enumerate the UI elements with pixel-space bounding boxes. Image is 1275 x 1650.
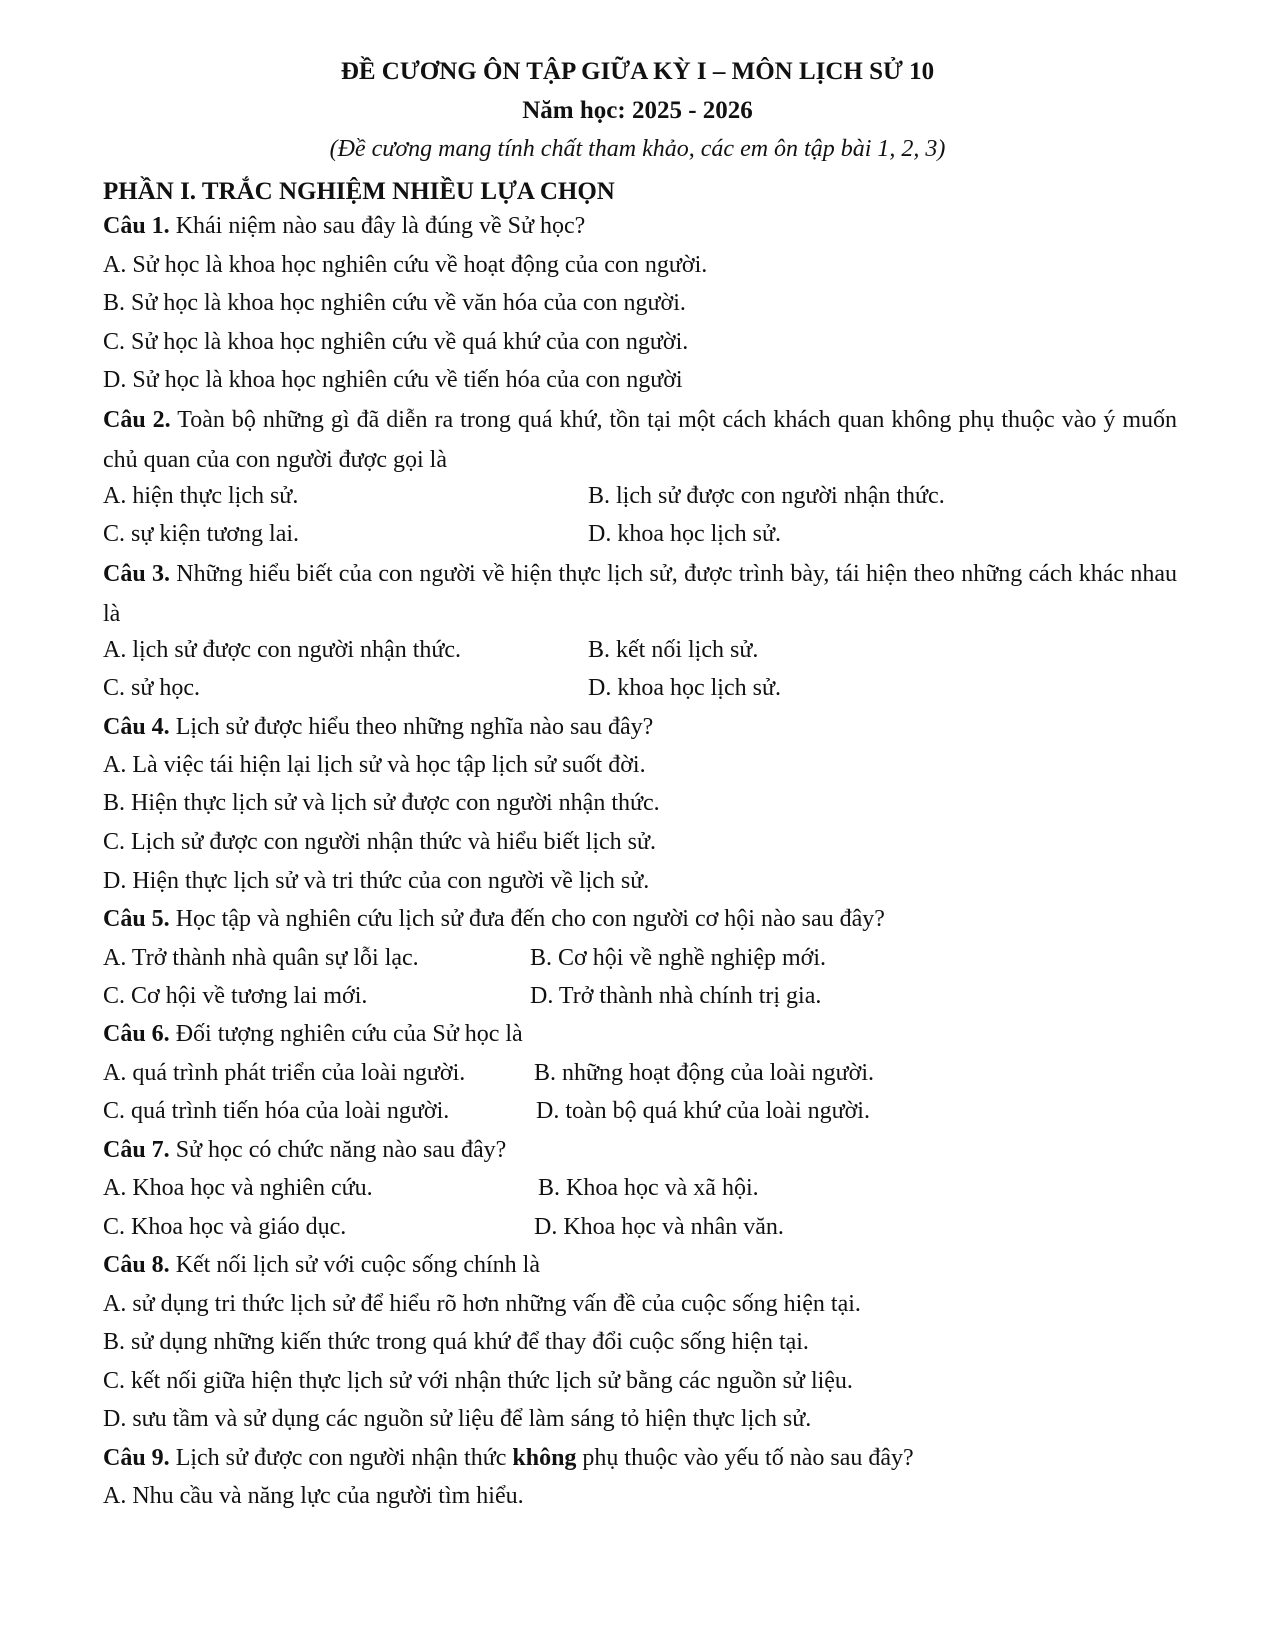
option-6a: A. quá trình phát triển của loài người. [103, 1060, 466, 1086]
question-text-after: phụ thuộc vào yếu tố nào sau đây? [582, 1445, 914, 1471]
question-label: Câu 1. [103, 213, 170, 239]
option-5a: A. Trở thành nhà quân sự lỗi lạc. [103, 945, 419, 971]
option-7d: D. Khoa học và nhân văn. [534, 1214, 784, 1240]
option-7b: B. Khoa học và xã hội. [538, 1175, 759, 1201]
question-text: Học tập và nghiên cứu lịch sử đưa đến cho con người cơ hội nào sau đây? [175, 906, 885, 932]
option-6d: D. toàn bộ quá khứ của loài người. [536, 1098, 870, 1124]
question-2 [103, 400, 1177, 480]
question-label: Câu 8. [103, 1252, 170, 1278]
question-text-before: Lịch sử được con người nhận thức [175, 1445, 507, 1471]
question-6 [103, 1019, 523, 1049]
question-label: Câu 4. [103, 714, 170, 740]
option-2c: C. sự kiện tương lai. [103, 521, 300, 547]
option-7c: C. Khoa học và giáo dục. [103, 1214, 347, 1240]
option-4a: A. Là việc tái hiện lại lịch sử và học tập lịch sử suốt đời. [103, 752, 646, 778]
question-8 [103, 1250, 540, 1280]
option-1c: C. Sử học là khoa học nghiên cứu về quá khứ của con người. [103, 329, 689, 355]
question-3 [103, 554, 1177, 634]
option-4b: B. Hiện thực lịch sử và lịch sử được con người nhận thức. [103, 790, 660, 816]
question-9 [103, 1443, 914, 1473]
option-3b: B. kết nối lịch sử. [588, 637, 759, 663]
option-3d: D. khoa học lịch sử. [588, 675, 781, 701]
option-3c: C. sử học. [103, 675, 201, 701]
option-4c: C. Lịch sử được con người nhận thức và hiểu biết lịch sử. [103, 829, 656, 855]
document-note: (Đề cương mang tính chất tham khảo, các em ôn tập bài 1, 2, 3) [329, 136, 946, 162]
option-4d: D. Hiện thực lịch sử và tri thức của con người về lịch sử. [103, 868, 650, 894]
question-label: Câu 2. [103, 407, 171, 433]
question-7 [103, 1135, 506, 1165]
question-text: Đối tượng nghiên cứu của Sử học là [175, 1021, 523, 1047]
option-3a: A. lịch sử được con người nhận thức. [103, 637, 462, 663]
option-2b: B. lịch sử được con người nhận thức. [588, 483, 945, 509]
option-5d: D. Trở thành nhà chính trị gia. [530, 983, 822, 1009]
question-1 [103, 211, 585, 241]
question-text: Những hiểu biết của con người về hiện thực lịch sử, được trình bày, tái hiện theo những cách khác nhau là [103, 561, 1178, 627]
question-text: Sử học có chức năng nào sau đây? [175, 1137, 507, 1163]
option-7a: A. Khoa học và nghiên cứu. [103, 1175, 373, 1201]
question-text: Lịch sử được hiểu theo những nghĩa nào sau đây? [175, 714, 654, 740]
option-2d: D. khoa học lịch sử. [588, 521, 781, 547]
question-4 [103, 712, 653, 742]
question-label: Câu 3. [103, 561, 170, 587]
question-label: Câu 5. [103, 906, 170, 932]
option-1d: D. Sử học là khoa học nghiên cứu về tiến hóa của con người [103, 367, 683, 393]
school-year: Năm học: 2025 - 2026 [522, 97, 753, 124]
section-heading: PHẦN I. TRẮC NGHIỆM NHIỀU LỰA CHỌN [103, 178, 615, 205]
question-label: Câu 7. [103, 1137, 170, 1163]
option-9a: A. Nhu cầu và năng lực của người tìm hiểu. [103, 1483, 524, 1509]
option-8a: A. sử dụng tri thức lịch sử để hiểu rõ hơn những vấn đề của cuộc sống hiện tại. [103, 1291, 861, 1317]
question-text: Kết nối lịch sử với cuộc sống chính là [175, 1252, 540, 1278]
question-5 [103, 904, 885, 934]
option-6b: B. những hoạt động của loài người. [534, 1060, 874, 1086]
question-text: Khái niệm nào sau đây là đúng về Sử học? [175, 213, 586, 239]
question-text-emphasis: không [512, 1445, 577, 1471]
option-5c: C. Cơ hội về tương lai mới. [103, 983, 368, 1009]
option-8c: C. kết nối giữa hiện thực lịch sử với nhận thức lịch sử bằng các nguồn sử liệu. [103, 1368, 853, 1394]
option-5b: B. Cơ hội về nghề nghiệp mới. [530, 945, 827, 971]
option-1a: A. Sử học là khoa học nghiên cứu về hoạt động của con người. [103, 252, 708, 278]
option-6c: C. quá trình tiến hóa của loài người. [103, 1098, 450, 1124]
question-label: Câu 6. [103, 1021, 170, 1047]
question-label: Câu 9. [103, 1445, 170, 1471]
option-2a: A. hiện thực lịch sử. [103, 483, 299, 509]
option-8b: B. sử dụng những kiến thức trong quá khứ để thay đổi cuộc sống hiện tại. [103, 1329, 809, 1355]
document-title: ĐỀ CƯƠNG ÔN TẬP GIỮA KỲ I – MÔN LỊCH SỬ 10 [340, 58, 935, 85]
option-1b: B. Sử học là khoa học nghiên cứu về văn hóa của con người. [103, 290, 686, 316]
question-text: Toàn bộ những gì đã diễn ra trong quá khứ, tồn tại một cách khách quan không phụ thuộc vào ý muốn chủ quan của con người được gọi là [103, 407, 1178, 473]
option-8d: D. sưu tầm và sử dụng các nguồn sử liệu để làm sáng tỏ hiện thực lịch sử. [103, 1406, 812, 1432]
